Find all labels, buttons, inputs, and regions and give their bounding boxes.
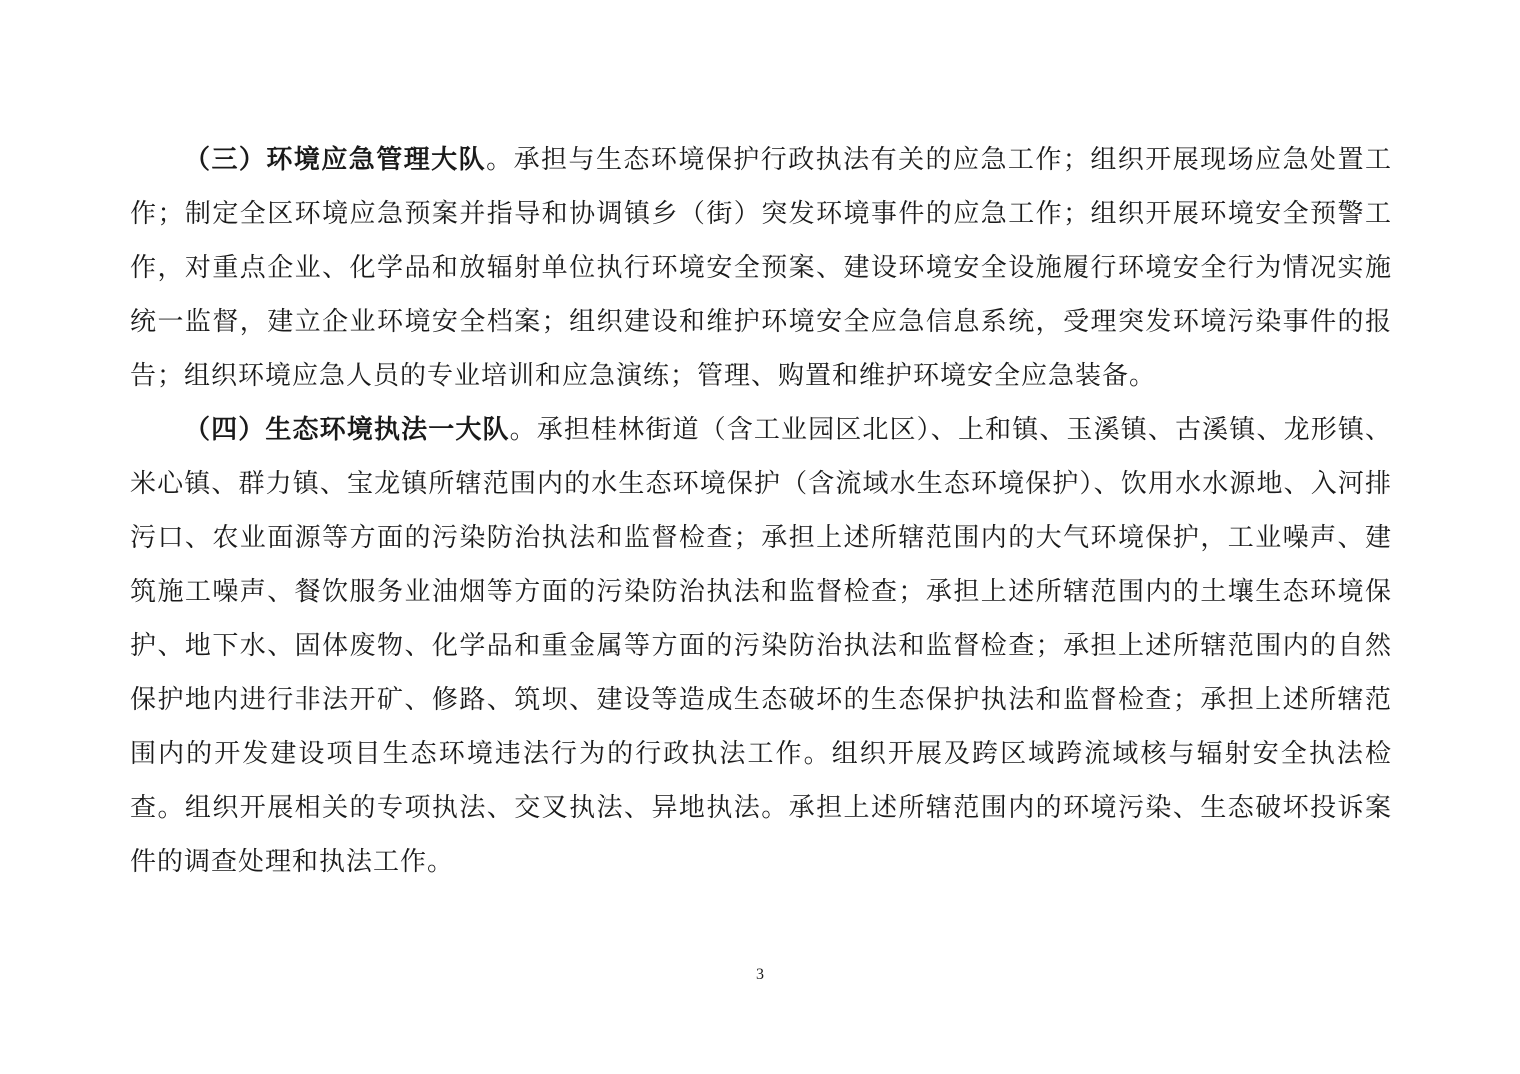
paragraph-emergency-management bbox=[130, 133, 1392, 403]
document-body bbox=[130, 133, 1392, 889]
paragraph-heading: （四）生态环境执法一大队 bbox=[184, 415, 510, 445]
page-number: 3 bbox=[756, 966, 764, 983]
paragraph-text: 。承担与生态环境保护行政执法有关的应急工作；组织开展现场应急处置工作；制定全区环境应急预案并指导和协调镇乡（街）突发环境事件的应急工作；组织开展环境安全预警工作，对重点企业、化学品和放辐射单位执行环境安全预案、建设环境安全设施履行环境安全行为情况实施统一监督，建立企业环境安全档案；组织建设和维护环境安全应急信息系统，受理突发环境污染事件的报告；组织环境应急人员的专业培训和应急演练；管理、购置和维护环境安全应急装备。 bbox=[130, 145, 1392, 391]
paragraph-enforcement-brigade-one bbox=[130, 403, 1392, 889]
paragraph-text: 。承担桂林街道（含工业园区北区）、上和镇、玉溪镇、古溪镇、龙形镇、米心镇、群力镇、宝龙镇所辖范围内的水生态环境保护（含流域水生态环境保护）、饮用水水源地、入河排污口、农业面源等方面的污染防治执法和监督检查；承担上述所辖范围内的大气环境保护，工业噪声、建筑施工噪声、餐饮服务业油烟等方面的污染防治执法和监督检查；承担上述所辖范围内的土壤生态环境保护、地下水、固体废物、化学品和重金属等方面的污染防治执法和监督检查；承担上述所辖范围内的自然保护地内进行非法开矿、修路、筑坝、建设等造成生态破坏的生态保护执法和监督检查；承担上述所辖范围内的开发建设项目生态环境违法行为的行政执法工作。组织开展及跨区域跨流域核与辐射安全执法检查。组织开展相关的专项执法、交叉执法、异地执法。承担上述所辖范围内的环境污染、生态破坏投诉案件的调查处理和执法工作。 bbox=[130, 415, 1392, 877]
paragraph-heading: （三）环境应急管理大队 bbox=[184, 145, 487, 175]
